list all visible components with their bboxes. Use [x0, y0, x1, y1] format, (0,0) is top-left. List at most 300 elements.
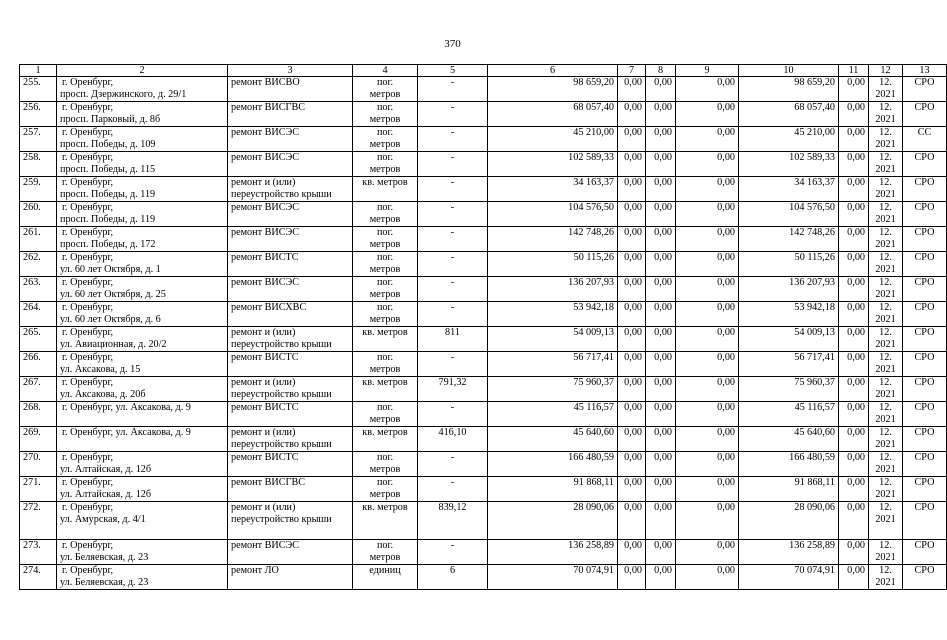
address-line-1: г. Оренбург, [62, 327, 114, 338]
unit-line-1: пог. [376, 477, 394, 488]
work-type: ремонт ВИСВО [231, 77, 300, 88]
col11-cell [839, 77, 869, 102]
table-row [20, 252, 947, 277]
address-line-1: г. Оренбург, [62, 540, 114, 551]
deadline-month: 12. [879, 377, 892, 388]
col9-cell [676, 102, 739, 127]
col9-value: 0,00 [717, 565, 735, 576]
col7-value: 0,00 [624, 302, 642, 313]
work-type-cell [228, 327, 353, 352]
deadline-year: 2021 [875, 414, 896, 425]
cost-value: 53 942,18 [573, 302, 614, 313]
col11-cell [839, 252, 869, 277]
deadline-cell [869, 302, 903, 327]
address-cell [57, 565, 228, 590]
col11-cell [839, 565, 869, 590]
work-type-cell [228, 427, 353, 452]
volume-cell [418, 102, 488, 127]
col9-cell [676, 540, 739, 565]
method-value: СРО [914, 502, 935, 513]
deadline-cell [869, 352, 903, 377]
method-value: СРО [914, 177, 935, 188]
method-value: СРО [914, 202, 935, 213]
unit-cell [353, 352, 418, 377]
deadline-cell [869, 327, 903, 352]
work-type-cell [228, 540, 353, 565]
col11-cell [839, 352, 869, 377]
deadline-month: 12. [879, 277, 892, 288]
cost-value: 45 116,57 [573, 402, 614, 413]
total-value: 102 589,33 [789, 152, 835, 163]
col11-value: 0,00 [847, 252, 865, 263]
address-cell [57, 427, 228, 452]
unit-line-1: кв. метров [362, 502, 408, 513]
col9-cell [676, 152, 739, 177]
total-cell [739, 277, 839, 302]
total-value: 56 717,41 [794, 352, 835, 363]
volume-cell [418, 77, 488, 102]
row-number: 268. [23, 402, 41, 413]
method-cell [903, 152, 947, 177]
col11-value: 0,00 [847, 377, 865, 388]
work-type-line-2: переустройство крыши [231, 514, 332, 525]
address-line-1: г. Оренбург, [62, 565, 114, 576]
col11-cell [839, 202, 869, 227]
col7-value: 0,00 [624, 565, 642, 576]
work-type-cell [228, 227, 353, 252]
table-row [20, 102, 947, 127]
table-row [20, 352, 947, 377]
address-line-1: г. Оренбург, [62, 77, 114, 88]
work-type-line-2: переустройство крыши [231, 389, 332, 400]
total-cell [739, 565, 839, 590]
work-type: ремонт ВИСЭС [231, 202, 300, 213]
col11-value: 0,00 [847, 227, 865, 238]
method-cell [903, 477, 947, 502]
total-cell [739, 352, 839, 377]
address-line-2: просп. Победы, д. 172 [60, 239, 156, 250]
col9-value: 0,00 [717, 477, 735, 488]
deadline-year: 2021 [875, 139, 896, 150]
cost-cell [488, 377, 618, 402]
total-value: 136 207,93 [789, 277, 835, 288]
row-number: 271. [23, 477, 41, 488]
row-number-cell [20, 277, 57, 302]
volume-value: - [450, 227, 455, 238]
method-value: СРО [914, 277, 935, 288]
volume-cell [418, 477, 488, 502]
address-line-1: г. Оренбург, [62, 152, 114, 163]
volume-value: - [450, 102, 455, 113]
row-number: 262. [23, 252, 41, 263]
col8-cell [646, 202, 676, 227]
col7-cell [618, 227, 646, 252]
unit-line-1: пог. [376, 452, 394, 463]
method-cell [903, 252, 947, 277]
method-value: СРО [914, 402, 935, 413]
work-type-cell [228, 202, 353, 227]
col8-value: 0,00 [654, 477, 672, 488]
col9-value: 0,00 [717, 327, 735, 338]
col9-cell [676, 452, 739, 477]
work-type: ремонт ВИСТС [231, 452, 299, 463]
unit-cell [353, 377, 418, 402]
col9-cell [676, 377, 739, 402]
col7-value: 0,00 [624, 477, 642, 488]
col11-value: 0,00 [847, 77, 865, 88]
cost-cell [488, 477, 618, 502]
volume-cell [418, 152, 488, 177]
row-number: 270. [23, 452, 41, 463]
total-value: 28 090,06 [794, 502, 835, 513]
col7-cell [618, 540, 646, 565]
address-cell [57, 327, 228, 352]
method-cell [903, 277, 947, 302]
col-header: 4 [353, 65, 418, 77]
work-type-cell [228, 177, 353, 202]
address-line-2: ул. Беляевская, д. 23 [60, 552, 149, 563]
col8-value: 0,00 [654, 377, 672, 388]
address-line-2: ул. 60 лет Октября, д. 6 [60, 314, 161, 325]
total-value: 75 960,37 [794, 377, 835, 388]
volume-value: 791,32 [438, 377, 467, 388]
unit-cell [353, 427, 418, 452]
total-cell [739, 152, 839, 177]
col8-cell [646, 502, 676, 540]
col7-cell [618, 102, 646, 127]
total-cell [739, 402, 839, 427]
col11-cell [839, 227, 869, 252]
work-type-cell [228, 127, 353, 152]
deadline-month: 12. [879, 302, 892, 313]
volume-value: - [450, 77, 455, 88]
col9-cell [676, 402, 739, 427]
row-number-cell [20, 77, 57, 102]
unit-line-1: пог. [376, 302, 394, 313]
address-cell [57, 502, 228, 540]
volume-cell [418, 402, 488, 427]
col11-value: 0,00 [847, 152, 865, 163]
col11-value: 0,00 [847, 427, 865, 438]
row-number: 267. [23, 377, 41, 388]
unit-cell [353, 402, 418, 427]
unit-cell [353, 302, 418, 327]
col11-value: 0,00 [847, 302, 865, 313]
address-line-2: ул. 60 лет Октября, д. 1 [60, 264, 161, 275]
row-number: 255. [23, 77, 41, 88]
row-number-cell [20, 540, 57, 565]
cost-cell [488, 402, 618, 427]
col8-value: 0,00 [654, 177, 672, 188]
deadline-month: 12. [879, 177, 892, 188]
cost-value: 75 960,37 [573, 377, 614, 388]
cost-value: 68 057,40 [573, 102, 614, 113]
address-line-1: г. Оренбург, [62, 302, 114, 313]
col11-cell [839, 152, 869, 177]
address-line-1: г. Оренбург, [62, 177, 114, 188]
col11-cell [839, 127, 869, 152]
col7-cell [618, 502, 646, 540]
col11-value: 0,00 [847, 102, 865, 113]
method-cell [903, 302, 947, 327]
col11-value: 0,00 [847, 540, 865, 551]
col7-cell [618, 202, 646, 227]
unit-line-2: метров [369, 264, 401, 275]
col9-value: 0,00 [717, 177, 735, 188]
col7-value: 0,00 [624, 152, 642, 163]
total-value: 68 057,40 [794, 102, 835, 113]
unit-line-1: пог. [376, 77, 394, 88]
col-header: 13 [903, 65, 947, 77]
table-row [20, 327, 947, 352]
row-number-cell [20, 152, 57, 177]
col8-cell [646, 402, 676, 427]
col7-cell [618, 452, 646, 477]
cost-value: 34 163,37 [573, 177, 614, 188]
work-type: ремонт и (или) [231, 327, 296, 338]
col7-cell [618, 327, 646, 352]
total-cell [739, 540, 839, 565]
col7-value: 0,00 [624, 502, 642, 513]
table-row [20, 565, 947, 590]
method-value: СРО [914, 352, 935, 363]
deadline-year: 2021 [875, 239, 896, 250]
col11-value: 0,00 [847, 402, 865, 413]
work-type-line-2: переустройство крыши [231, 189, 332, 200]
col11-value: 0,00 [847, 277, 865, 288]
col7-value: 0,00 [624, 452, 642, 463]
volume-value: 811 [445, 327, 460, 338]
cost-cell [488, 152, 618, 177]
col7-cell [618, 565, 646, 590]
method-cell [903, 227, 947, 252]
deadline-year: 2021 [875, 489, 896, 500]
method-value: СРО [914, 477, 935, 488]
work-type: ремонт ВИСТС [231, 352, 299, 363]
work-type: ремонт ВИСЭС [231, 277, 300, 288]
work-type-line-2: переустройство крыши [231, 339, 332, 350]
table-row [20, 77, 947, 102]
row-number-cell [20, 352, 57, 377]
col11-value: 0,00 [847, 352, 865, 363]
cost-value: 50 115,26 [573, 252, 614, 263]
total-cell [739, 202, 839, 227]
row-number: 257. [23, 127, 41, 138]
total-cell [739, 327, 839, 352]
col7-value: 0,00 [624, 277, 642, 288]
method-value: СРО [914, 77, 935, 88]
work-type: ремонт ВИСГВС [231, 102, 306, 113]
address-cell [57, 352, 228, 377]
address-line-1: г. Оренбург, [62, 127, 114, 138]
unit-line-2: метров [369, 239, 401, 250]
col8-value: 0,00 [654, 452, 672, 463]
table-row [20, 402, 947, 427]
col9-cell [676, 277, 739, 302]
table-row [20, 502, 947, 540]
col11-cell [839, 540, 869, 565]
work-type-cell [228, 352, 353, 377]
total-cell [739, 77, 839, 102]
row-number: 266. [23, 352, 41, 363]
work-type-cell [228, 77, 353, 102]
deadline-cell [869, 452, 903, 477]
col8-cell [646, 477, 676, 502]
total-value: 45 210,00 [794, 127, 835, 138]
volume-value: - [450, 252, 455, 263]
unit-line-2: метров [369, 364, 401, 375]
deadline-year: 2021 [875, 164, 896, 175]
total-value: 104 576,50 [789, 202, 835, 213]
address-line-2: ул. Беляевская, д. 23 [60, 577, 149, 588]
method-value: СРО [914, 152, 935, 163]
address-line-2: ул. Алтайская, д. 12б [60, 489, 152, 500]
col9-value: 0,00 [717, 402, 735, 413]
unit-line-2: метров [369, 89, 401, 100]
total-cell [739, 127, 839, 152]
col11-value: 0,00 [847, 565, 865, 576]
unit-cell [353, 227, 418, 252]
col7-cell [618, 352, 646, 377]
col9-value: 0,00 [717, 77, 735, 88]
cost-cell [488, 540, 618, 565]
col8-cell [646, 252, 676, 277]
work-type: ремонт ВИСХВС [231, 302, 307, 313]
cost-cell [488, 252, 618, 277]
method-cell [903, 202, 947, 227]
col8-value: 0,00 [654, 277, 672, 288]
address-line-1: г. Оренбург, [62, 477, 114, 488]
unit-cell [353, 540, 418, 565]
unit-line-1: пог. [376, 252, 394, 263]
address-line-1: г. Оренбург, [62, 202, 114, 213]
col7-cell [618, 302, 646, 327]
col11-cell [839, 177, 869, 202]
deadline-year: 2021 [875, 364, 896, 375]
col7-value: 0,00 [624, 352, 642, 363]
total-value: 142 748,26 [789, 227, 835, 238]
deadline-year: 2021 [875, 264, 896, 275]
table-row [20, 377, 947, 402]
unit-cell [353, 565, 418, 590]
page-number: 370 [444, 38, 461, 50]
col9-cell [676, 252, 739, 277]
method-cell [903, 327, 947, 352]
method-value: СРО [914, 452, 935, 463]
col8-cell [646, 540, 676, 565]
unit-line-1: пог. [376, 277, 394, 288]
row-number: 269. [23, 427, 41, 438]
col8-value: 0,00 [654, 102, 672, 113]
method-value: СРО [914, 377, 935, 388]
address-cell [57, 477, 228, 502]
total-value: 34 163,37 [794, 177, 835, 188]
volume-cell [418, 377, 488, 402]
row-number-cell [20, 402, 57, 427]
col9-value: 0,00 [717, 152, 735, 163]
address-line-1: г. Оренбург, [62, 102, 114, 113]
volume-cell [418, 352, 488, 377]
col11-cell [839, 402, 869, 427]
total-cell [739, 177, 839, 202]
volume-value: 6 [449, 565, 456, 576]
col-header: 9 [676, 65, 739, 77]
cost-value: 54 009,13 [573, 327, 614, 338]
col7-cell [618, 427, 646, 452]
col8-cell [646, 427, 676, 452]
address-cell [57, 377, 228, 402]
work-type: ремонт ВИСЭС [231, 127, 300, 138]
row-number-cell [20, 477, 57, 502]
unit-line-1: пог. [376, 102, 394, 113]
volume-cell [418, 252, 488, 277]
col7-value: 0,00 [624, 327, 642, 338]
row-number: 259. [23, 177, 41, 188]
col8-value: 0,00 [654, 252, 672, 263]
total-value: 166 480,59 [789, 452, 835, 463]
deadline-month: 12. [879, 502, 892, 513]
total-cell [739, 102, 839, 127]
method-value: СРО [914, 327, 935, 338]
method-value: СРО [914, 252, 935, 263]
address-line-2: ул. Амурская, д. 4/1 [60, 514, 146, 525]
col9-value: 0,00 [717, 502, 735, 513]
work-type-cell [228, 152, 353, 177]
deadline-cell [869, 427, 903, 452]
unit-cell [353, 327, 418, 352]
deadline-cell [869, 277, 903, 302]
cost-value: 136 207,93 [568, 277, 614, 288]
unit-cell [353, 202, 418, 227]
total-value: 53 942,18 [794, 302, 835, 313]
deadline-month: 12. [879, 565, 892, 576]
col7-cell [618, 277, 646, 302]
row-number-cell [20, 565, 57, 590]
col-header: 5 [418, 65, 488, 77]
cost-cell [488, 502, 618, 540]
address-line-1: г. Оренбург, ул. Аксакова, д. 9 [62, 427, 191, 438]
col11-cell [839, 277, 869, 302]
method-cell [903, 402, 947, 427]
table-row [20, 277, 947, 302]
method-cell [903, 352, 947, 377]
table-row [20, 477, 947, 502]
col8-cell [646, 102, 676, 127]
col8-cell [646, 77, 676, 102]
work-type-cell [228, 565, 353, 590]
deadline-year: 2021 [875, 514, 896, 525]
col9-value: 0,00 [717, 127, 735, 138]
total-cell [739, 252, 839, 277]
method-cell [903, 452, 947, 477]
total-value: 54 009,13 [794, 327, 835, 338]
table-row [20, 302, 947, 327]
table-row [20, 127, 947, 152]
deadline-cell [869, 377, 903, 402]
total-value: 91 868,11 [794, 477, 835, 488]
address-cell [57, 202, 228, 227]
col-header: 12 [869, 65, 903, 77]
deadline-year: 2021 [875, 577, 896, 588]
address-line-2: ул. Аксакова, д. 15 [60, 364, 141, 375]
volume-cell [418, 302, 488, 327]
col11-value: 0,00 [847, 127, 865, 138]
row-number: 258. [23, 152, 41, 163]
col9-value: 0,00 [717, 427, 735, 438]
table-row [20, 202, 947, 227]
col9-cell [676, 202, 739, 227]
cost-cell [488, 352, 618, 377]
